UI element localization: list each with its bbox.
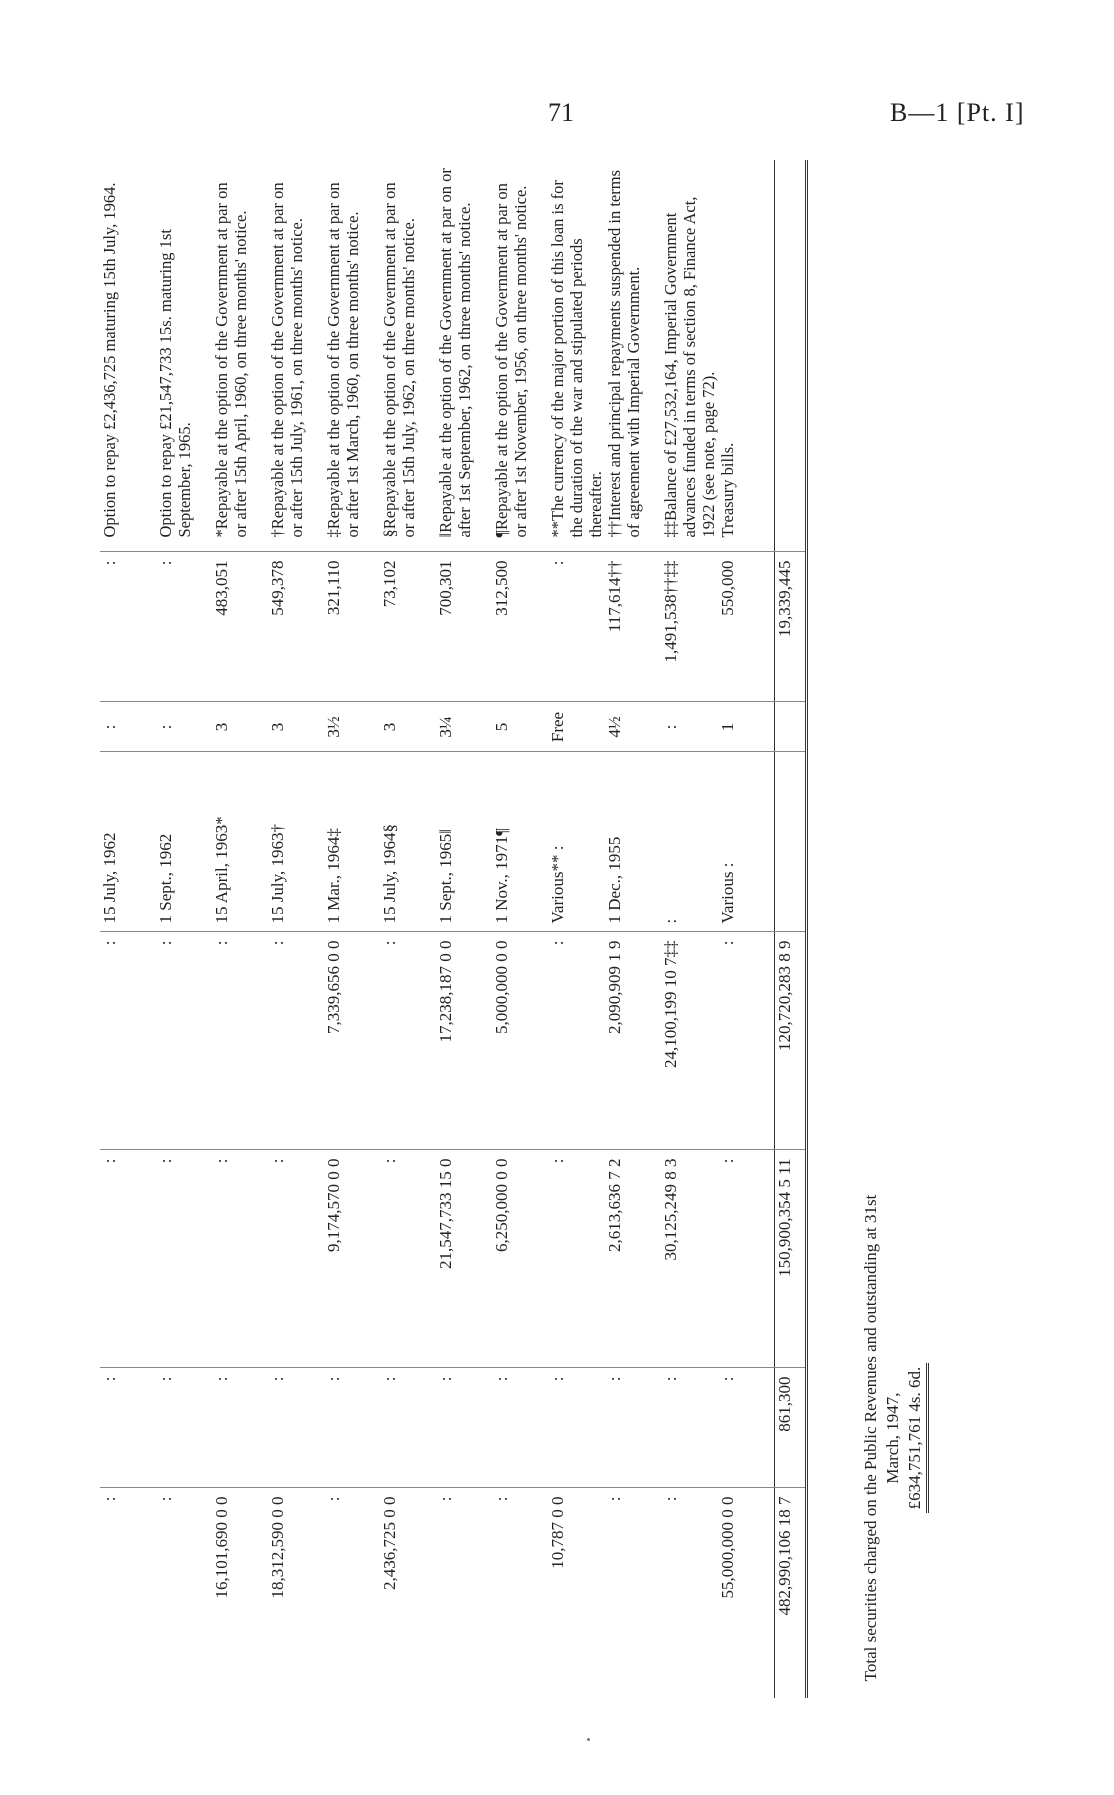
page-header: [0, 98, 1114, 138]
cell-a: :: [492, 1496, 511, 1502]
cell-c: :: [156, 1150, 212, 1368]
cell-b: :: [718, 1368, 775, 1488]
total-a: 482,990,106 18 7: [775, 1488, 807, 1698]
cell-e: 1 Sept., 1965‖: [436, 752, 492, 932]
table-row: [212, 160, 268, 1698]
table-row: [100, 160, 156, 1698]
cell-f: 3¼: [436, 702, 492, 752]
cell-g: 549,378: [268, 552, 324, 702]
cell-f: Free: [548, 702, 605, 752]
cell-e: 1 Nov., 1971¶: [492, 752, 548, 932]
table-row: [268, 160, 324, 1698]
cell-b: :: [212, 1368, 268, 1488]
summary-note: [860, 1178, 929, 1698]
cell-a: :: [156, 1496, 175, 1502]
cell-a: :: [324, 1496, 343, 1502]
cell-b: :: [156, 1368, 212, 1488]
cell-d: :: [718, 932, 775, 1150]
cell-a: 10,787 0 0: [548, 1496, 567, 1569]
section-reference: B—1 [Pt. I]: [890, 98, 1025, 127]
cell-c: 9,174,570 0 0: [324, 1150, 380, 1368]
cell-b: :: [548, 1368, 605, 1488]
ledger-table: [100, 160, 808, 1698]
total-c: 150,900,354 5 11: [775, 1150, 807, 1368]
cell-e: 1 Dec., 1955: [605, 752, 661, 932]
cell-g: 483,051: [212, 552, 268, 702]
cell-g: 321,110: [324, 552, 380, 702]
cell-a: 16,101,690 0 0: [212, 1496, 231, 1599]
cell-c: 6,250,000 0 0: [492, 1150, 548, 1368]
cell-c: :: [100, 1150, 156, 1368]
cell-c: :: [212, 1150, 268, 1368]
remark-cell: ††Interest and principal repayments suspended in terms of agreement with Imperial Government.: [605, 160, 661, 552]
summary-text: Total securities charged on the Public Revenues and outstanding at 31st March, 1947,: [861, 1194, 902, 1682]
cell-b: :: [492, 1368, 548, 1488]
cell-d: :: [268, 932, 324, 1150]
table-row: [548, 160, 605, 1698]
remark-cell: ¶Repayable at the option of the Government at par on or after 1st November, 1956, on three months' notice.: [492, 160, 548, 552]
total-f: [775, 702, 807, 752]
remark-cell: ‡‡Balance of £27,532,164, Imperial Government advances funded in terms of section 8, Finance Act, 1922 (see note, page 72).: [661, 160, 718, 552]
summary-amount: £634,751,761 4s. 6d.: [904, 1363, 929, 1514]
cell-g: :: [156, 552, 212, 702]
cell-g: 700,301: [436, 552, 492, 702]
cell-c: 21,547,733 15 0: [436, 1150, 492, 1368]
cell-e: 15 April, 1963*: [212, 752, 268, 932]
cell-b: :: [661, 1368, 718, 1488]
cell-b: :: [436, 1368, 492, 1488]
cell-b: :: [380, 1368, 436, 1488]
cell-d: :: [548, 932, 605, 1150]
page-number: 71: [548, 98, 574, 127]
cell-f: 3½: [324, 702, 380, 752]
securities-table: [100, 160, 1000, 1698]
remark-cell: †Repayable at the option of the Government at par on or after 15th July, 1961, on three months' notice.: [268, 160, 324, 552]
cell-a: :: [436, 1496, 455, 1502]
cell-c: 30,125,249 8 3: [661, 1150, 718, 1368]
cell-g: 73,102: [380, 552, 436, 702]
cell-d: 7,339,656 0 0: [324, 932, 380, 1150]
cell-f: 3: [268, 702, 324, 752]
cell-f: :: [661, 702, 718, 752]
table-row: [492, 160, 548, 1698]
total-e: [775, 752, 807, 932]
cell-g: :: [548, 552, 605, 702]
table-row: [661, 160, 718, 1698]
cell-f: :: [156, 702, 212, 752]
cell-d: :: [156, 932, 212, 1150]
remark-cell: ‖Repayable at the option of the Government at par on or after 1st September, 1962, on three months' notice.: [436, 160, 492, 552]
cell-d: 17,238,187 0 0: [436, 932, 492, 1150]
remark-cell: Option to repay £21,547,733 15s. maturing 1st September, 1965.: [156, 160, 212, 552]
total-g: 19,339,445: [775, 552, 807, 702]
remark-cell: §Repayable at the option of the Government at par on or after 15th July, 1962, on three months' notice.: [380, 160, 436, 552]
cell-e: 15 July, 1963†: [268, 752, 324, 932]
cell-c: 2,613,636 7 2: [605, 1150, 661, 1368]
cell-d: :: [100, 932, 156, 1150]
remark-cell: ‡Repayable at the option of the Government at par on or after 1st March, 1960, on three months' notice.: [324, 160, 380, 552]
remark-cell: Option to repay £2,436,725 maturing 15th July, 1964.: [100, 160, 156, 552]
remark-cell: *Repayable at the option of the Government at par on or after 15th April, 1960, on three months' notice.: [212, 160, 268, 552]
cell-d: 24,100,199 10 7‡‡: [661, 932, 718, 1150]
cell-a: 18,312,590 0 0: [268, 1496, 287, 1599]
cell-c: :: [380, 1150, 436, 1368]
total-d: 120,720,283 8 9: [775, 932, 807, 1150]
cell-g: 1,491,538††‡‡: [661, 552, 718, 702]
cell-e: 15 July, 1964§: [380, 752, 436, 932]
cell-a: :: [661, 1496, 680, 1502]
table-row: [605, 160, 661, 1698]
cell-d: 2,090,909 1 9: [605, 932, 661, 1150]
cell-b: :: [605, 1368, 661, 1488]
table-row: [718, 160, 775, 1698]
cell-a: 2,436,725 0 0: [380, 1496, 399, 1590]
cell-d: :: [380, 932, 436, 1150]
table-row: [380, 160, 436, 1698]
total-h: [775, 160, 807, 552]
total-b: 861,300: [775, 1368, 807, 1488]
cell-a: 55,000,000 0 0: [718, 1496, 737, 1599]
cell-d: 5,000,000 0 0: [492, 932, 548, 1150]
cell-a: :: [605, 1496, 624, 1502]
remark-cell: Treasury bills.: [718, 160, 775, 552]
cell-e: Various :: [718, 752, 775, 932]
cell-f: 3: [212, 702, 268, 752]
cell-d: :: [212, 932, 268, 1150]
table-row: [324, 160, 380, 1698]
cell-e: Various** :: [548, 752, 605, 932]
cell-f: 5: [492, 702, 548, 752]
cell-e: 1 Mar., 1964‡: [324, 752, 380, 932]
cell-g: :: [100, 552, 156, 702]
cell-f: 3: [380, 702, 436, 752]
cell-c: :: [548, 1150, 605, 1368]
cell-c: :: [718, 1150, 775, 1368]
cell-g: 312,500: [492, 552, 548, 702]
table-row: [156, 160, 212, 1698]
cell-e: :: [661, 752, 718, 932]
cell-e: 15 July, 1962: [100, 752, 156, 932]
cell-c: :: [268, 1150, 324, 1368]
cell-f: 1: [718, 702, 775, 752]
cell-b: :: [268, 1368, 324, 1488]
cell-b: :: [324, 1368, 380, 1488]
remark-cell: **The currency of the major portion of this loan is for the duration of the war and stipulated periods thereafter.: [548, 160, 605, 552]
cell-b: :: [100, 1368, 156, 1488]
page-speck: [587, 1738, 590, 1741]
cell-f: 4½: [605, 702, 661, 752]
cell-f: :: [100, 702, 156, 752]
cell-a: :: [100, 1496, 119, 1502]
totals-row: [775, 160, 807, 1698]
table-row: [436, 160, 492, 1698]
cell-g: 550,000: [718, 552, 775, 702]
cell-e: 1 Sept., 1962: [156, 752, 212, 932]
cell-g: 117,614††: [605, 552, 661, 702]
